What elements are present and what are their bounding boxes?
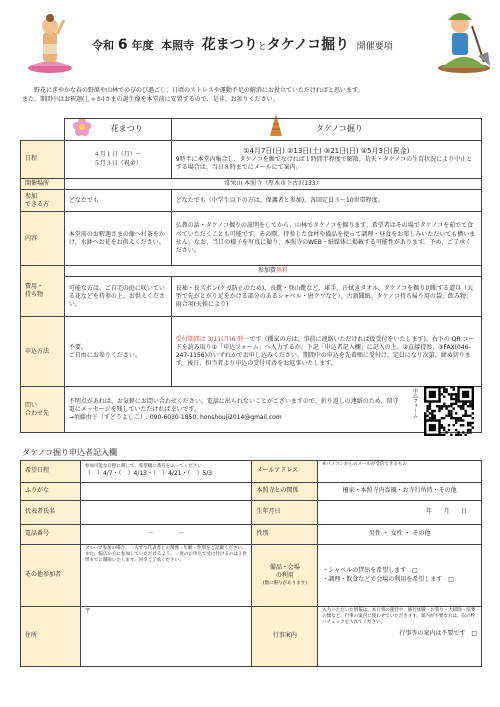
form-address-field[interactable]: 〒 <box>80 607 252 667</box>
date-takenoko-note: 9時半に本堂内集合し、タケノコを掘でなければ１時間半程度で解散。荒天・タケノコの生育状況により中止とする場合は、当日８時までにメールにて案内。 <box>175 156 473 172</box>
form-notice-field[interactable]: 入力いただいた情報は、本行事の運営や、修行体験・お祭り・大掃除・法要の類など、行事の案内に使わせていただきます。案内が不要な方は、次の枠へチェックを入れてください。 行事等の案内は不要です □ <box>318 607 482 667</box>
fee-header: 参加費無料 <box>64 266 481 277</box>
date-takenoko <box>171 141 481 179</box>
content-takenoko: 仏教の話・タケノコ掘りの説明をしてから、山林でタケノコを掘ります。希望者はその場でタケノコを茹でて食べていただくことも可能です。その際、持参した食材や備品を使って調理・昼食をお楽しみいただいても構いません。なお、当日の様子を写真に撮り、本照寺のWEB・紙媒体に掲載する可能性があります。予め、ご了承ください。 <box>171 212 481 266</box>
who-label: 参加 できる方 <box>21 190 65 212</box>
header-takenoko: タケノコ掘り <box>171 119 481 141</box>
venue-value: 常栄山 本照寺（厚木市下古沢133） <box>64 179 481 190</box>
form-birth-label: 生年月日 <box>252 501 318 525</box>
form-birth-field[interactable]: 年 月 日 <box>318 501 482 525</box>
fee-label: 費用・ 持ち物 <box>21 266 65 317</box>
content-hana: 本堂前のお釈迦さまの像へ甘茶をかけ、水鉢へお花をお供えください。 <box>64 212 171 266</box>
form-heading: タケノコ掘り申込者記入欄 <box>22 448 118 457</box>
form-others-field[interactable]: グループ参加の場合、一人ずつ代表者との関係・年齢・性別をご記載ください。また、幅広い方に参加していただけるよう、一度のお申込で受け付けるのは３世帯までに制限いたします。何卒ご了承ください。 <box>80 545 252 607</box>
who-takenoko: どなたでも（中学生以下の方は、保護者と参加)、各回定員３～10世帯程度。 <box>171 190 481 212</box>
form-address-label: 住所 <box>21 607 81 667</box>
form-email-field[interactable]: ※パソコンからのメールが受信できるもの <box>318 461 482 483</box>
form-email-label: メールアドレス <box>252 461 318 483</box>
notice-optout[interactable]: 行事等の案内は不要です □ <box>399 630 477 638</box>
equip-option-venue[interactable]: ・調理・飲食などで会場の利用を希望します □ <box>322 575 454 583</box>
form-furigana-field[interactable] <box>80 483 252 501</box>
form-equip-label: 備品・会場 の利用 (数に限りがあります) <box>252 545 318 607</box>
event-info-table <box>20 118 482 433</box>
content-label: 内容 <box>21 212 65 266</box>
form-gender-field[interactable]: 男性 ・ 女性 ・ その他 <box>318 525 482 545</box>
form-phone-label: 電話番号 <box>21 525 81 545</box>
digging-farmer-illustration <box>434 6 494 76</box>
buddha-statue-illustration <box>22 8 78 76</box>
intro-line-2: また、期間中はお釈迦(しゃか)さまの誕生像を本堂前に安置するので、是非、お参りください。 <box>22 96 279 104</box>
date-hana: ４月１日（月）～ ５月３日（祝金） <box>64 141 171 179</box>
form-rep-label: 代表者氏名 <box>21 501 81 525</box>
form-relation-label: 本照寺との関係 <box>252 483 318 501</box>
intro-text <box>22 86 484 105</box>
apply-takenoko: 受付期間は 3/11(月)6 時～です（種家の方は、事前に連絡いただければ仮受付をいたします)。右下の QR コードを読み取り①「申込フォーム」へ入力するか、下記「申込者記入欄」に記入の上、②直接持参、③FAX(046-247-1156)のいずれかでお申し込みください。期間中の申込を先着順に受付け、定員になり次第、締め切ります。後日、担当者より申込の受付可否をお返事いたします。 <box>171 317 481 387</box>
apply-label: 申込方法 <box>21 317 65 387</box>
form-notice-label: 行事案内 <box>252 607 318 667</box>
fee-takenoko: 長袖・長ズボン(ケガ防止のため)、長靴・登山靴など、軍手、汗拭きタオル、タケノコを掘り切断する道具（大型で先がとがり足をかける部分のあるシャベル・唐クワなど）、古新聞紙、タケノコ持ち帰り用の袋、飲み物、雨合羽(天候により) <box>171 277 481 317</box>
form-equip-field[interactable] <box>318 545 482 607</box>
form-relation-field[interactable]: 檀家・本照寺内霊園・お寺行所持・その他 <box>318 483 482 501</box>
form-others-label: その他参加者 <box>21 545 81 607</box>
equip-option-shovel[interactable]: ・シャベルの貸出を希望します □ <box>322 567 418 575</box>
venue-label: 開催場所 <box>21 179 65 190</box>
form-date-label: 希望日程 <box>21 461 81 483</box>
fee-hana: 可能な方は、ご自宅の庭に咲いている花などを持参の上、お供えください。 <box>64 277 171 317</box>
page-title: 令和 6 年度 本照寺 花まつりとタケノコ掘り 開催要項 <box>92 37 393 53</box>
apply-hana: 不要。 ご自由にお参りください。 <box>64 317 171 387</box>
date-label: 日程 <box>21 141 65 179</box>
qr-caption: 申込フォーム <box>412 388 418 418</box>
form-phone-field[interactable]: － － <box>80 525 252 545</box>
who-hana: どなたでも <box>64 190 171 212</box>
date-takenoko-dates: ①4月7日(日) ②13日(土) ③21日(日) ④5月3日(祝金) <box>243 146 410 155</box>
form-date-field[interactable]: 参加可能な日程に関して、希望順に番号をふってください （ ）4/7・（ ）4/13・（ ）4/21・（ ）5/3 <box>80 461 252 483</box>
form-furigana-label: ふりがな <box>21 483 81 501</box>
qr-code-icon[interactable] <box>424 386 474 436</box>
header-hana: 花まつり <box>64 119 171 141</box>
form-gender-label: 性別 <box>252 525 318 545</box>
contact-value: 不明点があれば、お気軽にお問い合わせください。電話に出られないことがございますので、折り返しの連絡のため、留守電にメッセージを残していただければ幸いです。 →須藤由子（すどうよしこ）: 090-6030-1850, honshouji2014@gmail.com <box>64 387 481 433</box>
intro-line-1: 野花にぎやかな春の野原や山林でのびのび過ごし、日頃のストレスや運動不足の解消にお役立ていただければと思います。 <box>34 87 364 94</box>
form-rep-field[interactable] <box>80 501 252 525</box>
contact-label: 問い 合わせ先 <box>21 387 65 433</box>
application-form-table <box>20 460 482 667</box>
contact-line: →須藤由子（すどうよしこ）: 090-6030-1850, honshouji2014@gmail.com <box>68 413 282 421</box>
